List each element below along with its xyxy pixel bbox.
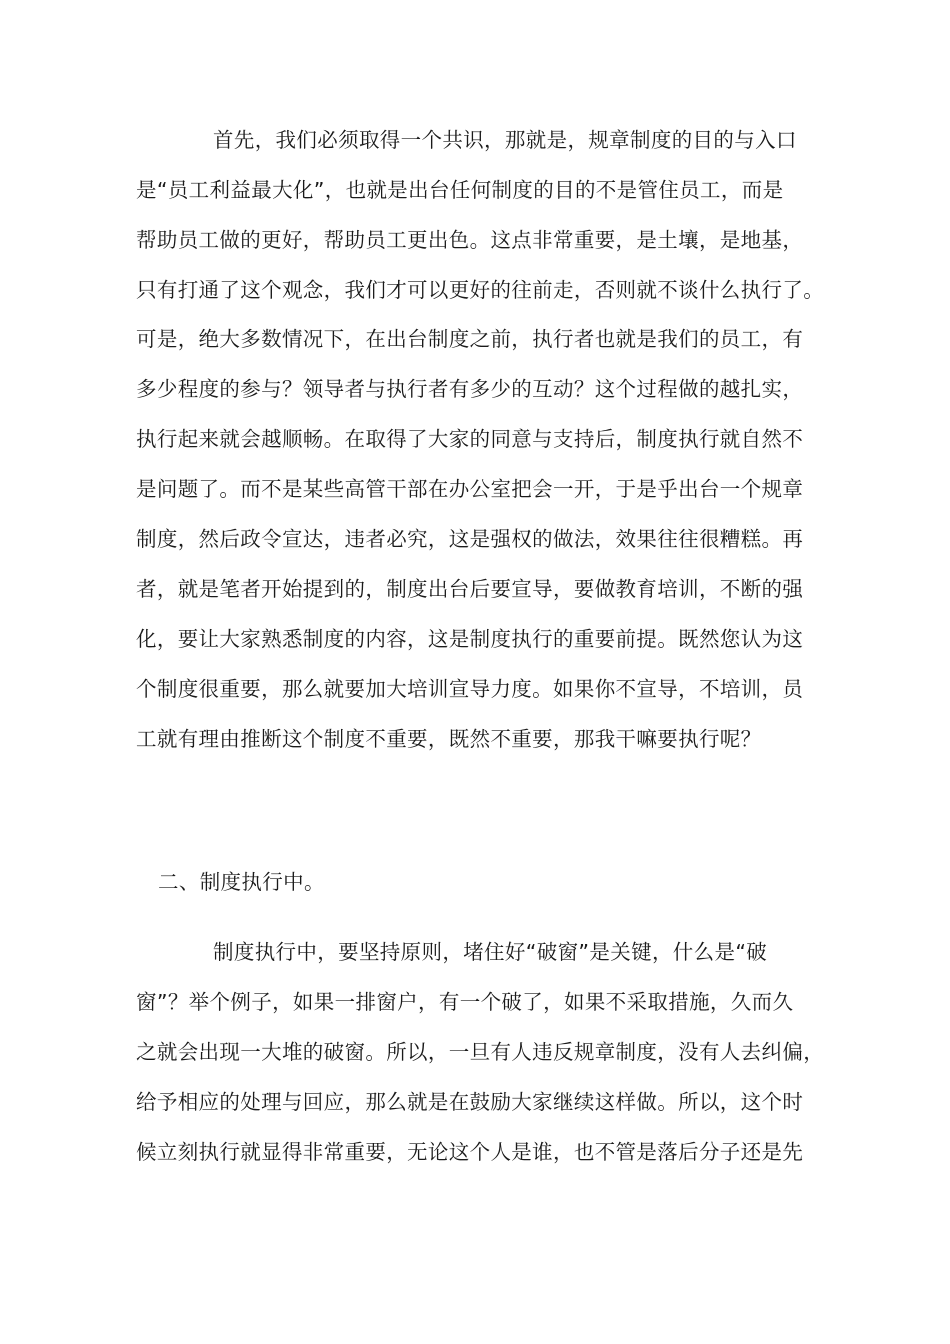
paragraph2-line-1: 制度执行中，要坚持原则，堵住好“破窗”是关键，什么是“破 xyxy=(213,940,768,964)
paragraph1-line-7: 执行起来就会越顺畅。在取得了大家的同意与支持后，制度执行就自然不 xyxy=(136,427,804,451)
section-heading: 二、制度执行中。 xyxy=(158,870,325,894)
paragraph2-line-3: 之就会出现一大堆的破窗。所以，一旦有人违反规章制度，没有人去纠偏， xyxy=(136,1040,825,1064)
paragraph1-line-5: 可是，绝大多数情况下，在出台制度之前，执行者也就是我们的员工，有 xyxy=(136,327,804,351)
paragraph1-line-8: 是问题了。而不是某些高管干部在办公室把会一开，于是乎出台一个规章 xyxy=(136,477,804,501)
paragraph1-line-4: 只有打通了这个观念，我们才可以更好的往前走，否则就不谈什么执行了。 xyxy=(136,278,825,302)
paragraph2-line-4: 给予相应的处理与回应，那么就是在鼓励大家继续这样做。所以，这个时 xyxy=(136,1090,804,1114)
paragraph2-line-2: 窗”？举个例子，如果一排窗户，有一个破了，如果不采取措施，久而久 xyxy=(136,990,794,1014)
paragraph1-line-13: 工就有理由推断这个制度不重要，既然不重要，那我干嘛要执行呢？ xyxy=(136,727,762,751)
paragraph1-line-6: 多少程度的参与？领导者与执行者有多少的互动？这个过程做的越扎实， xyxy=(136,377,804,401)
paragraph1-line-2: 是“员工利益最大化”，也就是出台任何制度的目的不是管住员工，而是 xyxy=(136,178,784,202)
paragraph1-line-12: 个制度很重要，那么就要加大培训宣导力度。如果你不宣导，不培训，员 xyxy=(136,677,804,701)
paragraph1-line-1: 首先，我们必须取得一个共识，那就是，规章制度的目的与入口 xyxy=(213,128,797,152)
paragraph1-line-11: 化，要让大家熟悉制度的内容，这是制度执行的重要前提。既然您认为这 xyxy=(136,627,804,651)
paragraph2-line-5: 候立刻执行就显得非常重要，无论这个人是谁，也不管是落后分子还是先 xyxy=(136,1140,804,1164)
paragraph1-line-9: 制度，然后政令宣达，违者必究，这是强权的做法，效果往往很糟糕。再 xyxy=(136,527,804,551)
paragraph1-line-3: 帮助员工做的更好，帮助员工更出色。这点非常重要，是土壤，是地基， xyxy=(136,228,804,252)
paragraph1-line-10: 者，就是笔者开始提到的，制度出台后要宣导，要做教育培训，不断的强 xyxy=(136,577,804,601)
